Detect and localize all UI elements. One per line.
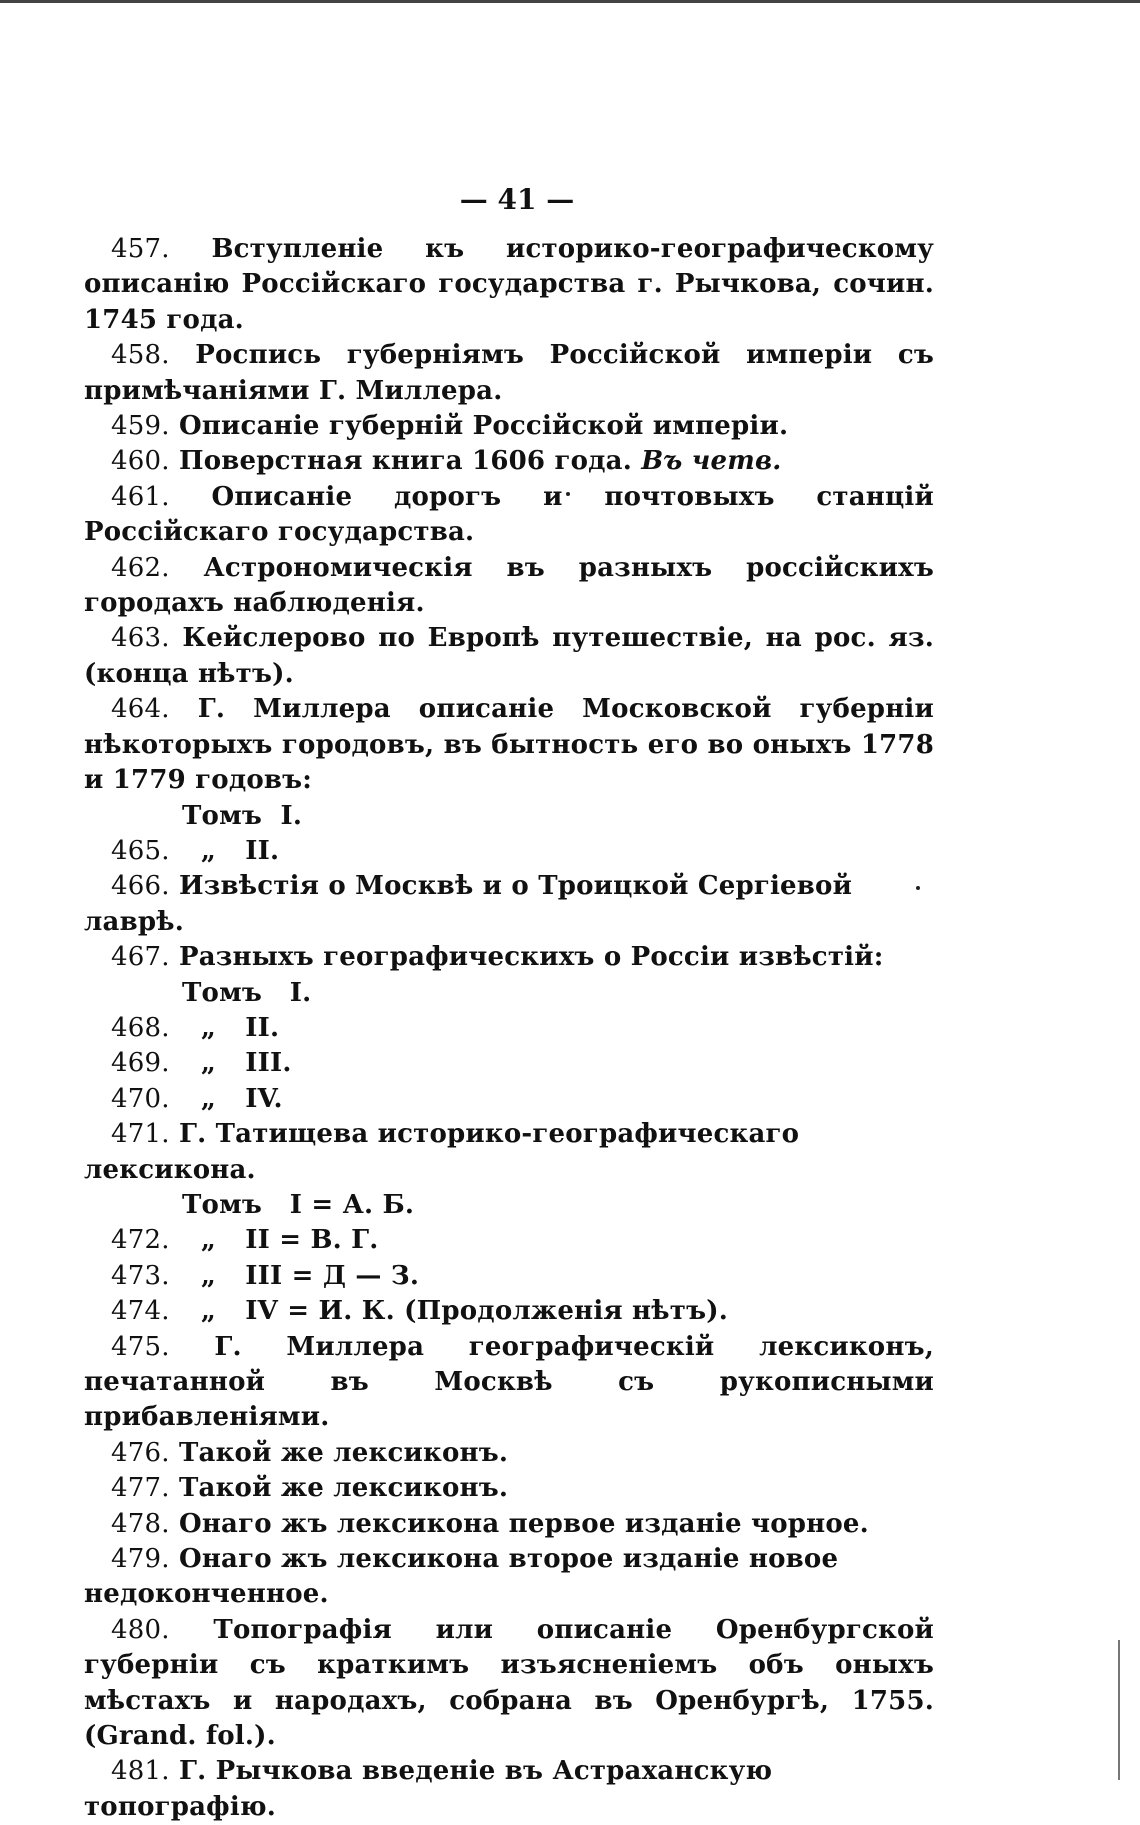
entry-text: Извѣстія о Москвѣ и о Троицкой Сергіевой лаврѣ. bbox=[84, 871, 853, 937]
entry-text: Онаго жъ лексикона первое изданіе чорное. bbox=[178, 1508, 869, 1539]
catalog-entry bbox=[84, 480, 934, 551]
entry-text: Роспись губерніямъ Россійской имперіи съ примѣчаніями Г. Миллера. bbox=[84, 340, 934, 406]
scan-right-edge bbox=[1118, 1640, 1120, 1780]
entry-text: Г. Миллера описаніе Московской губерніи нѣкоторыхъ городовъ, въ бытность его во оныхъ 1778 и 1779 годовъ: bbox=[84, 694, 934, 796]
catalog-entry bbox=[84, 1436, 934, 1471]
catalog-entry bbox=[84, 1330, 934, 1436]
entry-number: 470. bbox=[111, 1083, 170, 1114]
catalog-entry bbox=[84, 834, 934, 869]
ditto-mark: „ bbox=[200, 835, 217, 866]
scan-top-edge bbox=[0, 0, 1140, 3]
catalog-entry bbox=[84, 444, 934, 479]
entry-number: 469. bbox=[111, 1048, 170, 1079]
volume-line: Томъ I. bbox=[182, 977, 312, 1008]
entry-number: 480. bbox=[111, 1614, 170, 1645]
entry-number: 464. bbox=[111, 694, 170, 725]
entry-number: 460. bbox=[111, 446, 170, 477]
catalog-entry bbox=[84, 409, 934, 444]
entry-number: 461. bbox=[111, 481, 170, 512]
entry-text: Топографія или описаніе Оренбургской губерніи съ краткимъ изъясненіемъ объ оныхъ мѣстахъ и народахъ, собрана въ Оренбургѣ, 1755. (Grand. fol.). bbox=[84, 1614, 934, 1752]
entry-number: 474. bbox=[111, 1296, 170, 1327]
entry-number: 467. bbox=[111, 942, 170, 973]
entry-number: 481. bbox=[111, 1756, 170, 1787]
entry-text: Описаніе дорогъ и почтовыхъ станцій Россійскаго государства. bbox=[84, 481, 934, 548]
entry-number: 459. bbox=[111, 411, 170, 442]
entry-number: 463. bbox=[111, 623, 170, 654]
entry-number: 462. bbox=[111, 552, 170, 583]
entry-number: 466. bbox=[111, 871, 170, 902]
entry-format-note: Въ четв. bbox=[641, 446, 782, 477]
catalog-entry bbox=[84, 1542, 934, 1613]
entry-text: Астрономическія въ разныхъ россійскихъ городахъ наблюденія. bbox=[84, 552, 934, 619]
catalog-entry bbox=[84, 338, 934, 409]
entry-text: II = В. Г. bbox=[245, 1225, 379, 1256]
entry-text: Онаго жъ лексикона второе изданіе новое недоконченное. bbox=[84, 1544, 839, 1610]
catalog-entries bbox=[84, 232, 934, 1825]
entry-text: Г. Рычкова введеніе въ Астраханскую топографію. bbox=[84, 1756, 773, 1822]
entry-text: Разныхъ географическихъ о Россіи извѣстій: bbox=[178, 942, 884, 973]
ditto-mark: „ bbox=[200, 1048, 217, 1079]
entry-number: 468. bbox=[111, 1012, 170, 1043]
catalog-entry bbox=[84, 621, 934, 692]
catalog-entry bbox=[84, 1117, 934, 1188]
catalog-entry bbox=[84, 692, 934, 798]
entry-text: IV = И. К. (Продолженія нѣтъ). bbox=[245, 1296, 728, 1327]
ditto-mark: „ bbox=[200, 1225, 217, 1256]
entry-text: Поверстная книга 1606 года. bbox=[178, 446, 632, 477]
entry-text: Г. Миллера географическій лексиконъ, печатанной въ Москвѣ съ рукописными прибавленіями. bbox=[84, 1331, 934, 1433]
catalog-entry bbox=[84, 1011, 934, 1046]
volume-line: Томъ I = А. Б. bbox=[182, 1189, 415, 1220]
entry-number: 471. bbox=[111, 1119, 170, 1150]
catalog-entry bbox=[84, 551, 934, 622]
ditto-mark: „ bbox=[200, 1012, 217, 1043]
entry-number: 472. bbox=[111, 1225, 170, 1256]
entry-text: Описаніе губерній Россійской имперіи. bbox=[178, 411, 789, 442]
entry-text: III = Д — З. bbox=[245, 1260, 420, 1291]
catalog-entry bbox=[84, 1046, 934, 1081]
entry-text: Вступленіе къ историко-географическому описанію Россійскаго государства г. Рычкова, сочин. 1745 года. bbox=[84, 234, 934, 335]
entry-number: 458. bbox=[111, 340, 170, 371]
catalog-entry bbox=[84, 232, 934, 338]
entry-number: 477. bbox=[111, 1473, 170, 1504]
catalog-entry bbox=[84, 1259, 934, 1294]
entry-number: 479. bbox=[111, 1544, 170, 1575]
entry-number: 475. bbox=[111, 1331, 170, 1362]
catalog-entry bbox=[84, 940, 934, 975]
catalog-entry bbox=[84, 1223, 934, 1258]
entry-text: Кейслерово по Европѣ путешествіе, на рос. яз. (конца нѣтъ). bbox=[84, 623, 934, 689]
catalog-entry bbox=[84, 1082, 934, 1117]
page-number: — 41 — bbox=[459, 183, 575, 216]
ditto-mark: „ bbox=[200, 1083, 217, 1114]
entry-number: 465. bbox=[111, 835, 170, 866]
entry-text: II. bbox=[245, 835, 280, 866]
ditto-mark: „ bbox=[200, 1260, 217, 1291]
entry-text: IV. bbox=[245, 1083, 283, 1114]
catalog-entry bbox=[84, 1471, 934, 1506]
volume-line: Томъ I. bbox=[182, 800, 303, 831]
entry-number: 457. bbox=[111, 234, 170, 264]
entry-text: Такой же лексиконъ. bbox=[178, 1473, 509, 1504]
entry-number: 476. bbox=[111, 1437, 170, 1468]
entry-text: II. bbox=[245, 1012, 280, 1043]
entry-text: Такой же лексиконъ. bbox=[178, 1437, 509, 1468]
catalog-entry bbox=[84, 1754, 934, 1825]
catalog-entry bbox=[84, 1507, 934, 1542]
entry-text: III. bbox=[245, 1048, 292, 1079]
entry-number: 473. bbox=[111, 1260, 170, 1291]
catalog-entry bbox=[84, 1294, 934, 1329]
ditto-mark: „ bbox=[200, 1296, 217, 1327]
catalog-entry bbox=[84, 1613, 934, 1755]
catalog-entry bbox=[84, 869, 934, 940]
entry-text: Г. Татищева историко-географическаго лексикона. bbox=[84, 1119, 800, 1185]
entry-number: 478. bbox=[111, 1508, 170, 1539]
